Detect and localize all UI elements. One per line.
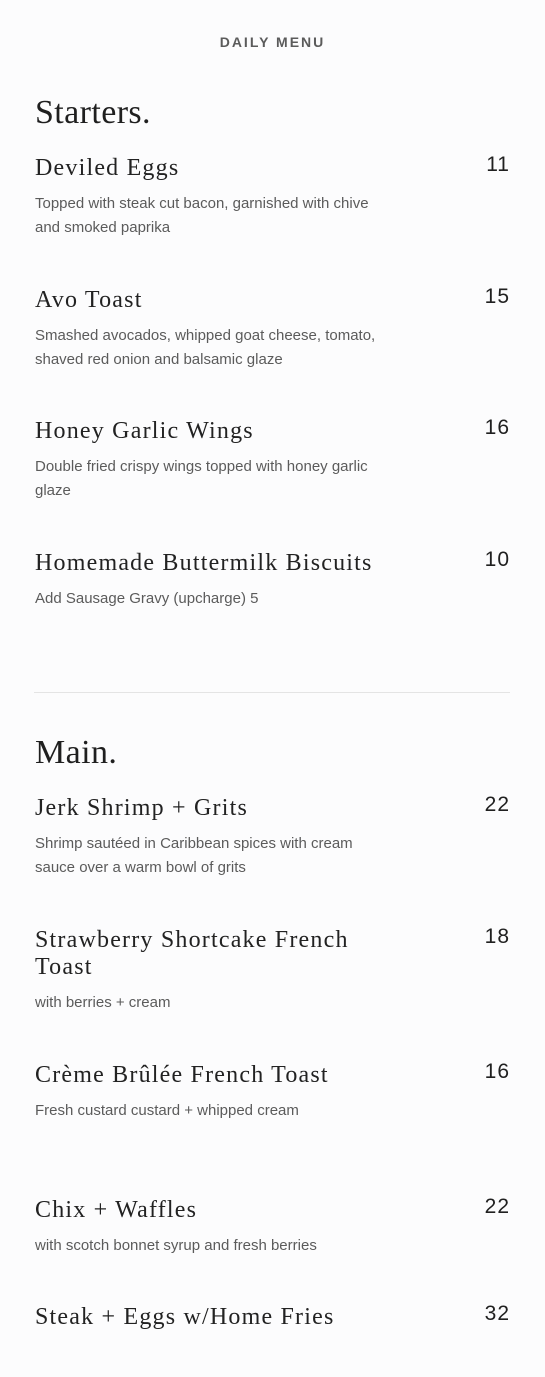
menu-item (35, 1062, 510, 1123)
item-price: 11 (486, 153, 510, 176)
menu-item (35, 795, 510, 880)
section-divider (34, 692, 510, 693)
menu-item (35, 1197, 510, 1258)
item-name: Deviled Eggs (35, 155, 180, 181)
item-name: Avo Toast (35, 287, 143, 313)
menu-item (35, 1304, 510, 1341)
menu-item (35, 155, 510, 240)
item-price: 16 (484, 1060, 510, 1083)
item-name: Chix + Waffles (35, 1197, 198, 1223)
item-name: Jerk Shrimp + Grits (35, 795, 248, 821)
item-price: 22 (484, 1195, 510, 1218)
section-title-main: Main. (35, 734, 118, 771)
item-price: 18 (484, 925, 510, 948)
menu-item (35, 418, 510, 503)
item-description: with scotch bonnet syrup and fresh berries (35, 1237, 317, 1254)
item-description: Smashed avocados, whipped goat cheese, tomato, shaved red onion and balsamic glaze (35, 327, 376, 368)
item-name: Steak + Eggs w/Home Fries (35, 1304, 335, 1330)
item-name: Homemade Buttermilk Biscuits (35, 550, 373, 576)
item-price: 10 (484, 548, 510, 571)
item-price: 15 (484, 285, 510, 308)
item-description: Double fried crispy wings topped with honey garlic glaze (35, 458, 368, 499)
menu-item (35, 927, 510, 1015)
menu-item (35, 550, 510, 611)
item-description: with berries + cream (35, 994, 171, 1011)
item-description: Topped with steak cut bacon, garnished with chive and smoked paprika (35, 195, 369, 236)
item-price: 16 (484, 416, 510, 439)
item-name: Honey Garlic Wings (35, 418, 254, 444)
menu-item (35, 287, 510, 372)
item-price: 22 (484, 793, 510, 816)
item-description: Fresh custard custard + whipped cream (35, 1102, 299, 1119)
item-price: 32 (484, 1302, 510, 1325)
item-description: Add Sausage Gravy (upcharge) 5 (35, 590, 259, 607)
page-title: DAILY MENU (219, 34, 326, 50)
item-name: Strawberry Shortcake French Toast (35, 927, 349, 980)
item-name: Crème Brûlée French Toast (35, 1062, 329, 1088)
item-description: Shrimp sautéed in Caribbean spices with cream sauce over a warm bowl of grits (35, 835, 353, 876)
section-title-starters: Starters. (35, 94, 151, 131)
